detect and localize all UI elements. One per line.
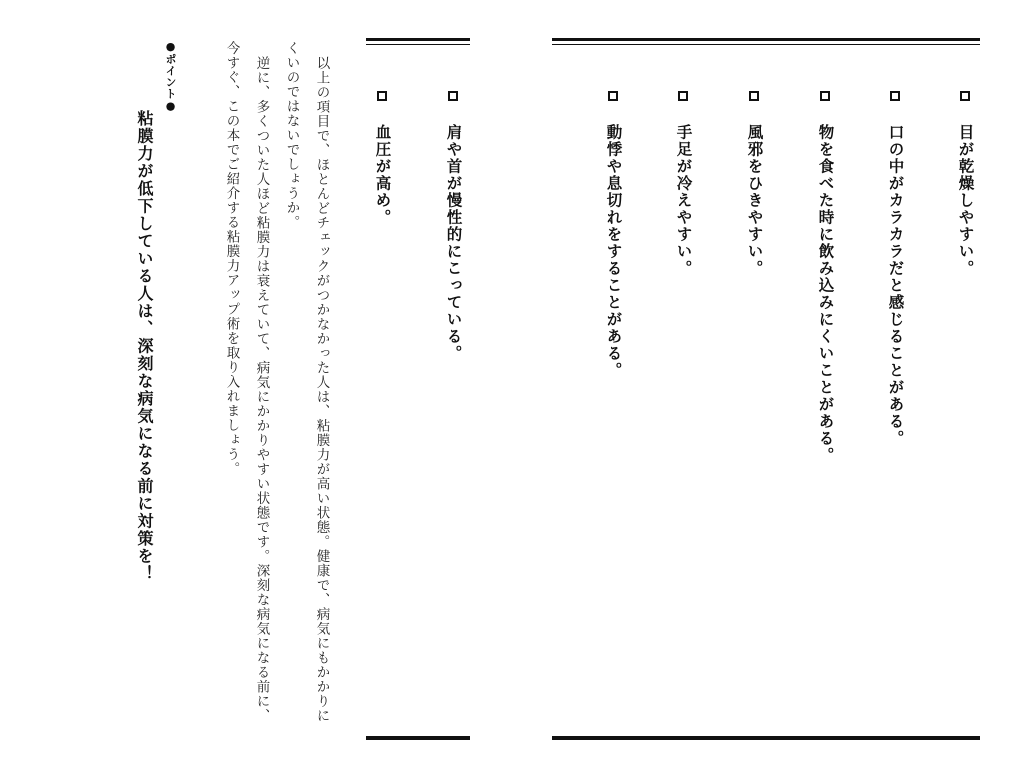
- checkbox-7[interactable]: [448, 91, 458, 101]
- body-line-4: 今すぐ、この本でご紹介する粘膜力アップ術を取り入れましょう。: [223, 41, 240, 476]
- body-line-1: 以上の項目で、ほとんどチェックがつかなかった人は、粘膜力が高い状態。健康で、病気にもかかりに: [313, 56, 330, 723]
- point-text: 粘膜力が低下している人は、深刻な病気になる前に対策を！: [135, 110, 154, 583]
- bottom-rule-right: [552, 736, 980, 740]
- checkbox-2[interactable]: [890, 91, 900, 101]
- checkbox-1[interactable]: [960, 91, 970, 101]
- checklist-item-8: 血圧が高め。: [373, 124, 392, 226]
- checklist-item-1: 目が乾燥しやすい。: [956, 124, 975, 277]
- top-rule-right-thin: [552, 44, 980, 45]
- checkbox-4[interactable]: [749, 91, 759, 101]
- top-rule-right-thick: [552, 38, 980, 41]
- checkbox-8[interactable]: [377, 91, 387, 101]
- checklist-item-2: 口の中がカラカラだと感じることがある。: [886, 124, 905, 447]
- body-line-2: くいのではないでしょうか。: [283, 41, 300, 230]
- checklist-item-7: 肩や首が慢性的にこっている。: [444, 124, 463, 362]
- top-rule-left-thin: [366, 44, 470, 45]
- checklist-item-6: 動悸や息切れをすることがある。: [604, 124, 623, 379]
- checkbox-6[interactable]: [608, 91, 618, 101]
- checklist-item-4: 風邪をひきやすい。: [745, 124, 764, 277]
- checklist-item-3: 物を食べた時に飲み込みにくいことがある。: [816, 124, 835, 464]
- checkbox-3[interactable]: [820, 91, 830, 101]
- point-label: ●ポイント●: [164, 40, 177, 113]
- checkbox-5[interactable]: [678, 91, 688, 101]
- checklist-item-5: 手足が冷えやすい。: [674, 124, 693, 277]
- top-rule-left-thick: [366, 38, 470, 41]
- bottom-rule-left: [366, 736, 470, 740]
- body-line-3: 逆に、多くついた人ほど粘膜力は衰えていて、病気にかかりやすい状態です。深刻な病気になる前に、: [253, 56, 270, 723]
